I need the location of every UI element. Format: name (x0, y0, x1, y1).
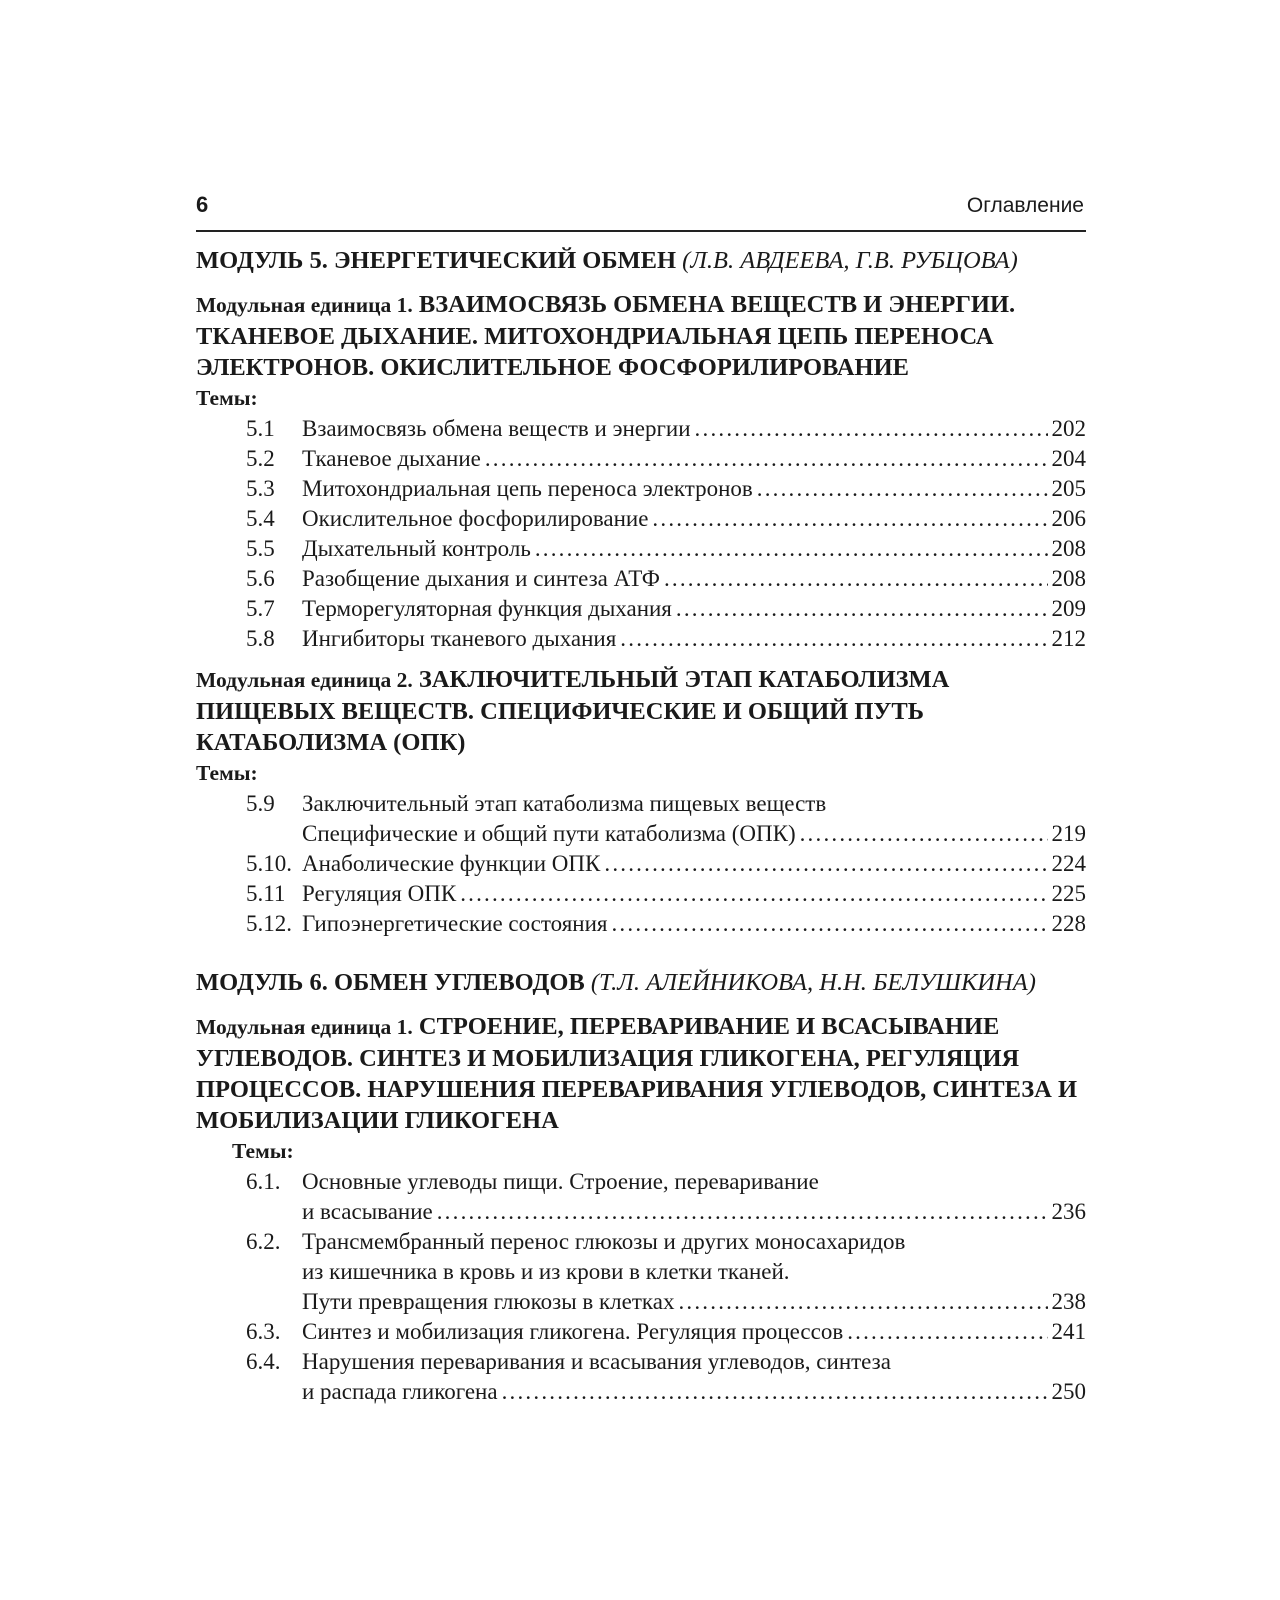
topic-number: 5.1 (246, 416, 275, 441)
unit-title-text: СТРОЕНИЕ, ПЕРЕВАРИВАНИЕ И ВСАСЫВАНИЕ УГЛЕВОДОВ. СИНТЕЗ И МОБИЛИЗАЦИЯ ГЛИКОГЕНА, РЕГУЛЯЦИЯ ПРОЦЕССОВ. НАРУШЕНИЯ ПЕРЕВАРИВАНИЯ УГЛЕВОДОВ, СИНТЕЗА И МОБИЛИЗАЦИИ ГЛИКОГЕНА (196, 1013, 1078, 1134)
table-of-contents (196, 243, 1086, 1417)
leader-dots (664, 564, 1048, 594)
topic-title: Дыхательный контроль (302, 536, 531, 561)
topic-number: 5.9 (246, 791, 275, 816)
leader-dots (847, 1317, 1047, 1347)
section-name: Оглавление (966, 194, 1084, 217)
topics-label: Темы: (232, 1139, 294, 1163)
topic-title: Анаболические функции ОПК (302, 851, 601, 876)
topic-title: Митохондриальная цепь переноса электронов (302, 476, 753, 501)
topic-number: 6.4. (246, 1349, 281, 1374)
module-title-text: МОДУЛЬ 6. ОБМЕН УГЛЕВОДОВ (196, 969, 585, 996)
topics-list (196, 1167, 1086, 1407)
topic-number: 5.10. (246, 851, 292, 876)
leader-dots (604, 849, 1047, 879)
leader-dots (695, 414, 1048, 444)
topic-title: Пути превращения глюкозы в клетках (302, 1289, 675, 1314)
topic-title: Специфические и общий пути катаболизма (ОПК) (302, 821, 796, 846)
module-authors: (Л.В. АВДЕЕВА, Г.В. РУБЦОВА) (682, 247, 1018, 274)
toc-entry[interactable] (196, 1317, 1086, 1347)
unit-title (196, 664, 1086, 758)
topic-number: 5.3 (246, 476, 275, 501)
topic-number: 6.1. (246, 1169, 281, 1194)
toc-entry[interactable] (196, 504, 1086, 534)
page-reference: 241 (1051, 1319, 1086, 1344)
leader-dots (620, 624, 1047, 654)
module-spacer (196, 949, 1086, 965)
toc-entry[interactable] (196, 594, 1086, 624)
topic-title: Окислительное фосфорилирование (302, 506, 649, 531)
toc-entry[interactable] (196, 624, 1086, 654)
unit-title (196, 1011, 1086, 1136)
page-reference: 205 (1051, 476, 1086, 501)
leader-dots (652, 504, 1047, 534)
page-reference: 206 (1051, 506, 1086, 531)
topic-title: Нарушения переваривания и всасывания углеводов, синтеза (302, 1349, 891, 1374)
leader-dots (676, 594, 1048, 624)
page-reference: 204 (1051, 446, 1086, 471)
toc-entry[interactable] (196, 909, 1086, 939)
unit-prefix: Модульная единица 2. (196, 668, 413, 692)
topic-title: и всасывание (302, 1199, 433, 1224)
module-6-title (196, 967, 1086, 999)
page-reference: 212 (1051, 626, 1086, 651)
toc-entry[interactable] (196, 1227, 1086, 1317)
topics-list (196, 789, 1086, 939)
page-reference: 228 (1051, 911, 1086, 936)
topic-number: 5.6 (246, 566, 275, 591)
leader-dots (460, 879, 1047, 909)
leader-dots (678, 1287, 1047, 1317)
page-reference: 224 (1051, 851, 1086, 876)
topic-title: из кишечника в кровь и из крови в клетки тканей. (302, 1259, 790, 1284)
topic-title: Разобщение дыхания и синтеза АТФ (302, 566, 660, 591)
topic-title: Гипоэнергетические состояния (302, 911, 608, 936)
toc-entry[interactable] (196, 534, 1086, 564)
topic-title: Регуляция ОПК (302, 881, 457, 906)
topic-number: 6.3. (246, 1319, 281, 1344)
leader-dots (757, 474, 1048, 504)
topic-number: 5.5 (246, 536, 275, 561)
module-5-title (196, 245, 1086, 277)
page-reference: 236 (1051, 1199, 1086, 1224)
topic-title: Трансмембранный перенос глюкозы и других моносахаридов (302, 1229, 906, 1254)
topic-number: 5.4 (246, 506, 275, 531)
topic-title: Заключительный этап катаболизма пищевых веществ (302, 791, 827, 816)
toc-entry[interactable] (196, 444, 1086, 474)
page-reference: 208 (1051, 566, 1086, 591)
toc-entry[interactable] (196, 564, 1086, 594)
unit-title-text: ЗАКЛЮЧИТЕЛЬНЫЙ ЭТАП КАТАБОЛИЗМА ПИЩЕВЫХ ВЕЩЕСТВ. СПЕЦИФИЧЕСКИЕ И ОБЩИЙ ПУТЬ КАТАБОЛИЗМА (ОПК) (196, 666, 950, 756)
topic-number: 5.7 (246, 596, 275, 621)
leader-dots (485, 444, 1048, 474)
toc-entry[interactable] (196, 1347, 1086, 1407)
leader-dots (611, 909, 1047, 939)
topic-number: 5.12. (246, 911, 292, 936)
toc-entry[interactable] (196, 414, 1086, 444)
topics-label: Темы: (196, 386, 258, 410)
unit-title-text: ВЗАИМОСВЯЗЬ ОБМЕНА ВЕЩЕСТВ И ЭНЕРГИИ. ТКАНЕВОЕ ДЫХАНИЕ. МИТОХОНДРИАЛЬНАЯ ЦЕПЬ ПЕРЕНОСА ЭЛЕКТРОНОВ. ОКИСЛИТЕЛЬНОЕ ФОСФОРИЛИРОВАНИЕ (196, 291, 1016, 381)
unit-prefix: Модульная единица 1. (196, 293, 413, 317)
topic-number: 5.8 (246, 626, 275, 651)
topic-title: Синтез и мобилизация гликогена. Регуляция процессов (302, 1319, 844, 1344)
page-reference: 250 (1051, 1379, 1086, 1404)
page-reference: 219 (1051, 821, 1086, 846)
toc-entry[interactable] (196, 789, 1086, 849)
page-number: 6 (196, 192, 209, 217)
unit-prefix: Модульная единица 1. (196, 1015, 413, 1039)
topic-title: Взаимосвязь обмена веществ и энергии (302, 416, 691, 441)
page-reference: 202 (1051, 416, 1086, 441)
page-reference: 225 (1051, 881, 1086, 906)
unit-title (196, 289, 1086, 383)
leader-dots (437, 1197, 1048, 1227)
topic-title: Основные углеводы пищи. Строение, переваривание (302, 1169, 819, 1194)
module-authors: (Т.Л. АЛЕЙНИКОВА, Н.Н. БЕЛУШКИНА) (590, 969, 1036, 996)
toc-entry[interactable] (196, 1167, 1086, 1227)
topic-number: 5.11 (246, 881, 286, 906)
topic-title: Терморегуляторная функция дыхания (302, 596, 672, 621)
running-head (196, 190, 1086, 232)
topic-title: Тканевое дыхание (302, 446, 481, 471)
toc-entry[interactable] (196, 474, 1086, 504)
topic-number: 5.2 (246, 446, 275, 471)
topic-number: 6.2. (246, 1229, 281, 1254)
page-reference: 208 (1051, 536, 1086, 561)
topic-title: и распада гликогена (302, 1379, 498, 1404)
topic-title: Ингибиторы тканевого дыхания (302, 626, 617, 651)
page-reference: 238 (1051, 1289, 1086, 1314)
toc-entry[interactable] (196, 849, 1086, 879)
leader-dots (502, 1377, 1048, 1407)
module-title-text: МОДУЛЬ 5. ЭНЕРГЕТИЧЕСКИЙ ОБМЕН (196, 247, 677, 274)
leader-dots (535, 534, 1048, 564)
leader-dots (800, 819, 1048, 849)
page-reference: 209 (1051, 596, 1086, 621)
toc-entry[interactable] (196, 879, 1086, 909)
topics-list (196, 414, 1086, 654)
topics-label: Темы: (196, 761, 258, 785)
